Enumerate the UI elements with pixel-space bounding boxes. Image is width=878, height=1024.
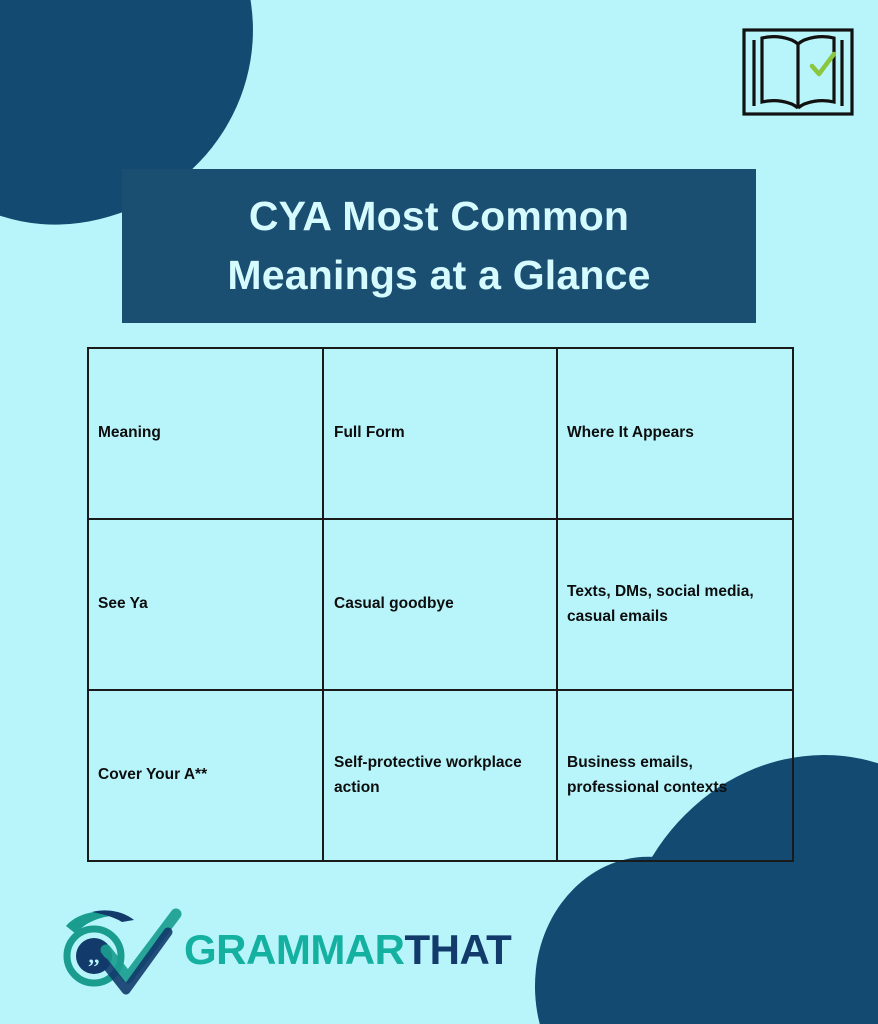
table-cell-where-it-appears: Business emails, professional contexts [557,690,793,861]
table-cell-meaning: See Ya [88,519,323,690]
logo-wordmark-part-2: THAT [404,926,512,973]
table-row [88,519,793,690]
table-cell-where-it-appears: Texts, DMs, social media, casual emails [557,519,793,690]
table-header-meaning: Meaning [88,348,323,519]
cya-meanings-table-wrapper [87,347,792,862]
table-row-header [88,348,793,519]
table-header-where-it-appears: Where It Appears [557,348,793,519]
grammarthat-logo [52,906,512,996]
logo-wordmark-part-1: GRAMMAR [184,926,405,973]
table-cell-full-form: Casual goodbye [323,519,557,690]
logo-wordmark [184,926,511,974]
table-cell-full-form: Self-protective workplace action [323,690,557,861]
page-title-banner [122,169,756,323]
grammarthat-check-quote-icon [52,906,197,996]
table-cell-meaning: Cover Your A** [88,690,323,861]
table-header-full-form: Full Form [323,348,557,519]
svg-text:,,: ,, [88,943,100,968]
table-row [88,690,793,861]
page-title-line-2: Meanings at a Glance [227,252,651,298]
page-title [227,187,650,306]
open-book-check-icon [740,22,856,122]
cya-meanings-table [87,347,794,862]
page-title-line-1: CYA Most Common [248,192,630,239]
